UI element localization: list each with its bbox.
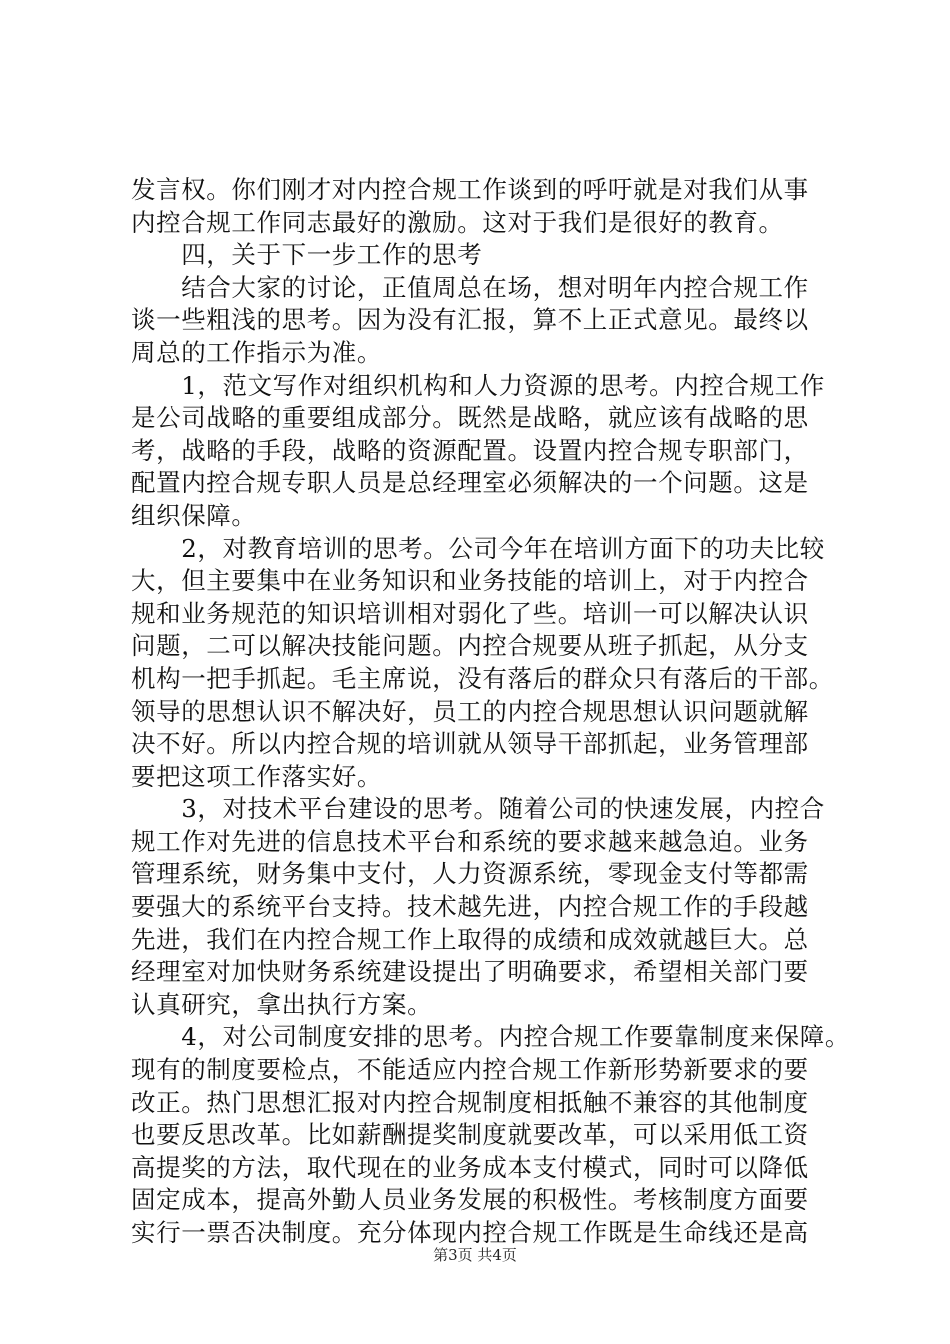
text-line: 3，对技术平台建设的思考。随着公司的快速发展，内控合	[131, 794, 825, 824]
text-line: 1，范文写作对组织机构和人力资源的思考。内控合规工作	[131, 370, 825, 400]
text-line: 4，对公司制度安排的思考。内控合规工作要靠制度来保障。	[131, 1022, 850, 1052]
text-line: 先进，我们在内控合规工作上取得的成绩和成效就越巨大。总	[131, 924, 809, 954]
text-line: 谈一些粗浅的思考。因为没有汇报，算不上正式意见。最终以	[131, 305, 809, 335]
section-heading: 四，关于下一步工作的思考	[131, 240, 483, 270]
text-line: 发言权。你们刚才对内控合规工作谈到的呼吁就是对我们从事	[131, 175, 809, 204]
text-line: 2，对教育培训的思考。公司今年在培训方面下的功夫比较	[131, 533, 825, 563]
text-line: 也要反思改革。比如薪酬提奖制度就要改革，可以采用低工资	[131, 1120, 809, 1150]
text-line: 结合大家的讨论，正值周总在场，想对明年内控合规工作	[131, 272, 809, 302]
text-line: 考，战略的手段，战略的资源配置。设置内控合规专职部门，	[131, 435, 809, 465]
text-line: 实行一票否决制度。充分体现内控合规工作既是生命线还是高	[131, 1218, 809, 1247]
text-line: 组织保障。	[131, 500, 257, 530]
text-line: 机构一把手抓起。毛主席说，没有落后的群众只有落后的干部。	[131, 663, 834, 693]
document-body	[131, 174, 850, 1250]
text-line: 经理室对加快财务系统建设提出了明确要求，希望相关部门要	[131, 957, 809, 987]
text-line: 问题，二可以解决技能问题。内控合规要从班子抓起，从分支	[131, 631, 809, 661]
text-line: 配置内控合规专职人员是总经理室必须解决的一个问题。这是	[131, 468, 809, 498]
text-line: 改正。热门思想汇报对内控合规制度相抵触不兼容的其他制度	[131, 1087, 809, 1117]
text-line: 管理系统，财务集中支付，人力资源系统，零现金支付等都需	[131, 859, 809, 889]
text-line: 要强大的系统平台支持。技术越先进，内控合规工作的手段越	[131, 892, 809, 922]
text-line: 现有的制度要检点，不能适应内控合规工作新形势新要求的要	[131, 1055, 809, 1085]
text-line: 固定成本，提高外勤人员业务发展的积极性。考核制度方面要	[131, 1185, 809, 1215]
text-line: 内控合规工作同志最好的激励。这对于我们是很好的教育。	[131, 207, 784, 237]
text-line: 要把这项工作落实好。	[131, 761, 382, 791]
text-line: 决不好。所以内控合规的培训就从领导干部抓起，业务管理部	[131, 729, 809, 759]
text-line: 认真研究，拿出执行方案。	[131, 989, 433, 1019]
text-line: 大，但主要集中在业务知识和业务技能的培训上，对于内控合	[131, 566, 809, 596]
text-line: 周总的工作指示为准。	[131, 337, 382, 367]
text-line: 高提奖的方法，取代现在的业务成本支付模式，同时可以降低	[131, 1152, 809, 1182]
text-line: 规和业务规范的知识培训相对弱化了些。培训一可以解决认识	[131, 598, 809, 628]
text-line: 是公司战略的重要组成部分。既然是战略，就应该有战略的思	[131, 403, 809, 433]
page-number-footer: 第3页 共4页	[433, 1246, 517, 1264]
text-line: 领导的思想认识不解决好，员工的内控合规思想认识问题就解	[131, 696, 809, 726]
text-line: 规工作对先进的信息技术平台和系统的要求越来越急迫。业务	[131, 826, 809, 856]
